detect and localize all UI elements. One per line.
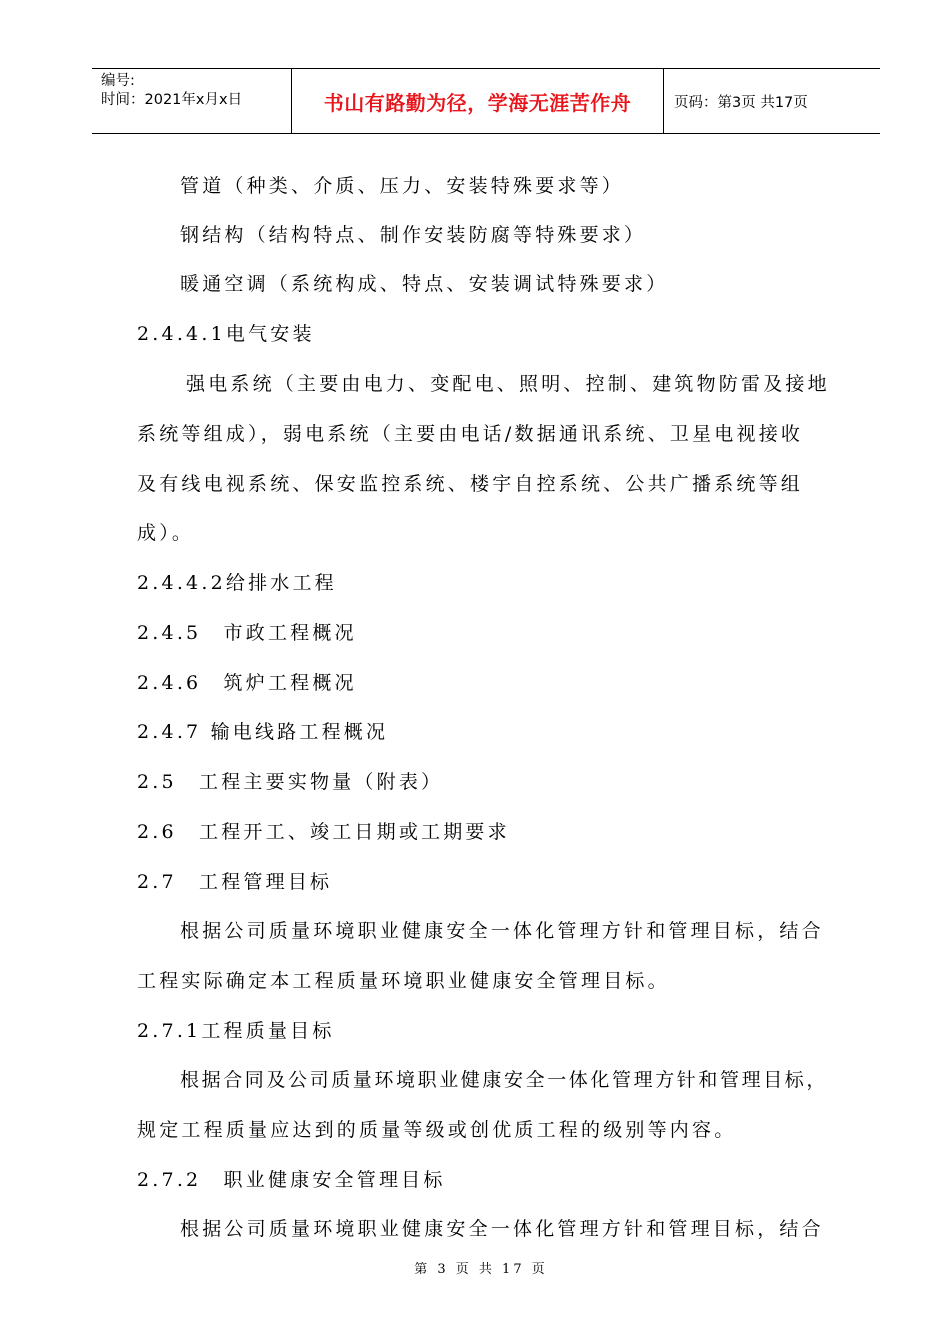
page-footer: 第 3 页 共 17 页 — [414, 1262, 548, 1277]
body-line: 钢结构（结构特点、制作安装防腐等特殊要求） — [180, 224, 647, 246]
document-time-label: 时间：2021年x月x日 — [101, 92, 243, 108]
body-line: 系统等组成），弱电系统（主要由电话/数据通讯系统、卫星电视接收 — [137, 423, 804, 445]
body-line: 及有线电视系统、保安监控系统、楼宇自控系统、公共广播系统等组 — [137, 473, 804, 495]
body-line: 规定工程质量应达到的质量等级或创优质工程的级别等内容。 — [137, 1119, 737, 1141]
section-heading: 2.7.2 职业健康安全管理目标 — [137, 1169, 446, 1191]
body-line: 根据公司质量环境职业健康安全一体化管理方针和管理目标，结合 — [180, 1218, 824, 1240]
body-line: 管道（种类、介质、压力、安装特殊要求等） — [180, 175, 625, 197]
page-header — [92, 68, 880, 134]
document-number-label: 编号: — [101, 73, 135, 89]
header-page-info: 页码：第3页 共17页 — [674, 94, 808, 111]
section-heading: 2.4.6 筑炉工程概况 — [137, 672, 357, 694]
body-line: 根据合同及公司质量环境职业健康安全一体化管理方针和管理目标， — [180, 1069, 829, 1091]
body-line: 强电系统（主要由电力、变配电、照明、控制、建筑物防雷及接地 — [186, 373, 830, 395]
section-heading: 2.4.4.2给排水工程 — [137, 572, 337, 594]
body-line: 根据公司质量环境职业健康安全一体化管理方针和管理目标，结合 — [180, 920, 824, 942]
section-heading: 2.7.1工程质量目标 — [137, 1020, 335, 1042]
body-line: 成）。 — [137, 522, 195, 544]
body-line: 暖通空调（系统构成、特点、安装调试特殊要求） — [180, 273, 669, 295]
section-heading: 2.5 工程主要实物量（附表） — [137, 771, 444, 793]
header-meta — [92, 69, 292, 133]
body-line: 工程实际确定本工程质量环境职业健康安全管理目标。 — [137, 970, 670, 992]
section-heading: 2.4.4.1电气安装 — [137, 323, 315, 345]
section-heading: 2.6 工程开工、竣工日期或工期要求 — [137, 821, 510, 843]
section-heading: 2.4.7 输电线路工程概况 — [137, 721, 389, 743]
section-heading: 2.4.5 市政工程概况 — [137, 622, 357, 644]
header-motto: 书山有路勤为径，学海无涯苦作舟 — [292, 69, 664, 133]
section-heading: 2.7 工程管理目标 — [137, 871, 333, 893]
